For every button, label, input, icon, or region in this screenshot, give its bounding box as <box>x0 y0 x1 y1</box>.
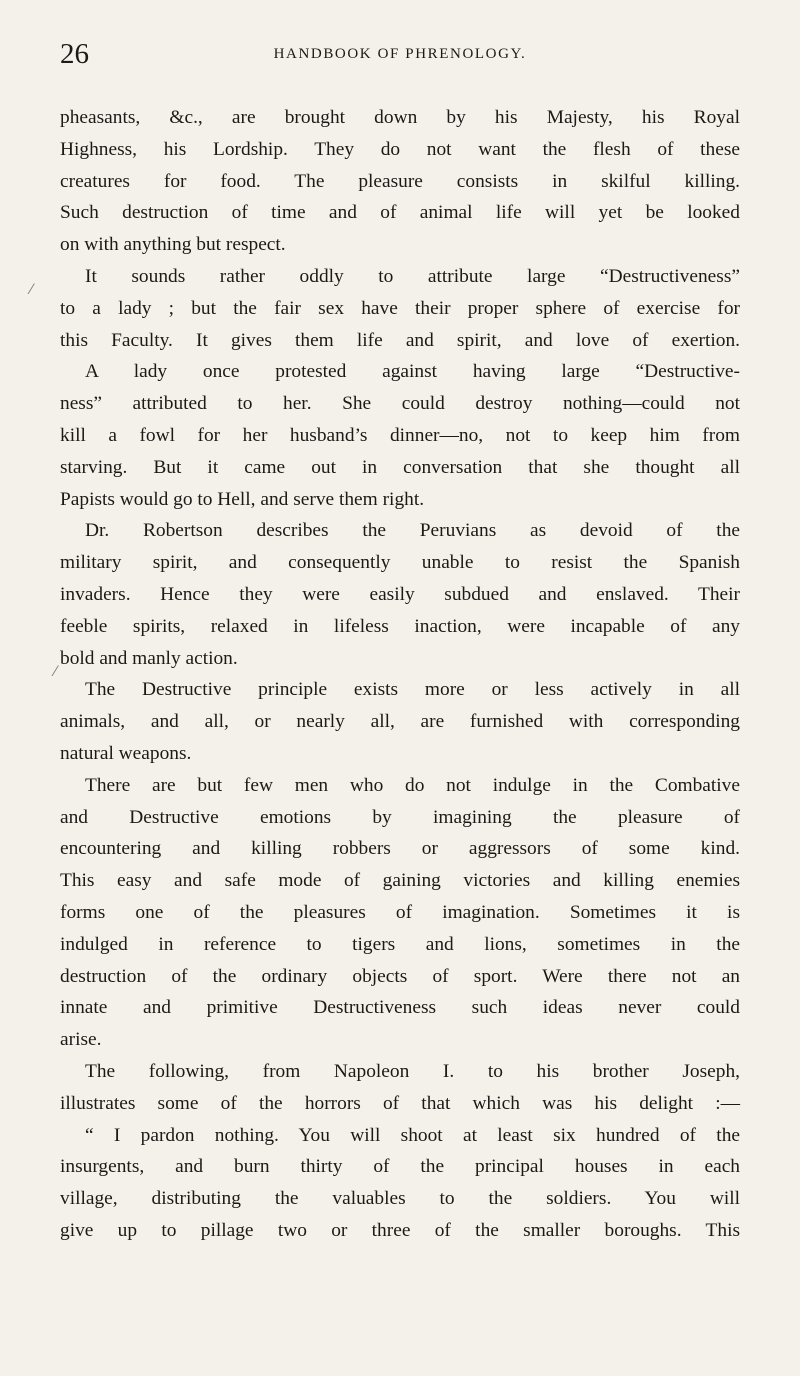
text-line: “ I pardon nothing. You will shoot at least six hundred of the <box>85 1124 740 1146</box>
margin-pencil-mark: ⁄ <box>30 282 33 298</box>
text-line: A lady once protested against having large “Destructive- <box>85 361 740 383</box>
text-line: ness” attributed to her. She could destroy nothing—could not <box>60 393 740 415</box>
text-line: kill a fowl for her husband’s dinner—no, not to keep him from <box>60 424 740 446</box>
margin-pencil-mark: ⁄ <box>54 664 57 680</box>
text-line: Highness, his Lordship. They do not want the flesh of these <box>60 138 740 160</box>
text-line: to a lady ; but the fair sex have their proper sphere of exercise for <box>60 297 740 319</box>
text-line: forms one of the pleasures of imagination. Sometimes it is <box>60 901 740 923</box>
text-line: animals, and all, or nearly all, are furnished with corresponding <box>60 711 740 733</box>
text-line: destruction of the ordinary objects of sport. Were there not an <box>60 965 740 987</box>
text-line: This easy and safe mode of gaining victories and killing enemies <box>60 870 740 892</box>
text-line: innate and primitive Destructiveness such ideas never could <box>60 997 740 1019</box>
text-line: arise. <box>60 1029 102 1051</box>
text-line: bold and manly action. <box>60 647 238 669</box>
page-header <box>60 36 740 72</box>
text-line: It sounds rather oddly to attribute large “Destructiveness” <box>85 265 740 287</box>
text-line: creatures for food. The pleasure consists in skilful killing. <box>60 170 740 192</box>
text-line: Papists would go to Hell, and serve them right. <box>60 488 425 510</box>
text-line: pheasants, &c., are brought down by his Majesty, his Royal <box>60 107 740 128</box>
text-line: military spirit, and consequently unable to resist the Spanish <box>60 552 740 574</box>
text-line: Such destruction of time and of animal life will yet be looked <box>60 202 740 224</box>
text-line: feeble spirits, relaxed in lifeless inaction, were incapable of any <box>60 615 740 637</box>
text-line: illustrates some of the horrors of that which was his delight :— <box>60 1092 740 1114</box>
text-line: natural weapons. <box>60 742 192 764</box>
body-text <box>60 102 740 1247</box>
text-line: on with anything but respect. <box>60 234 286 256</box>
text-line: indulged in reference to tigers and lions, sometimes in the <box>60 933 740 955</box>
text-line: and Destructive emotions by imagining the pleasure of <box>60 806 740 828</box>
running-title: HANDBOOK OF PHRENOLOGY. <box>273 46 527 62</box>
text-line: village, distributing the valuables to the soldiers. You will <box>60 1188 740 1210</box>
text-line: encountering and killing robbers or aggressors of some kind. <box>60 838 740 860</box>
text-line: starving. But it came out in conversation that she thought all <box>60 456 740 478</box>
text-line: Dr. Robertson describes the Peruvians as devoid of the <box>85 520 740 542</box>
text-line: The following, from Napoleon I. to his brother Joseph, <box>85 1060 740 1082</box>
text-line: There are but few men who do not indulge in the Combative <box>85 774 740 796</box>
text-line: this Faculty. It gives them life and spirit, and love of exertion. <box>60 329 740 351</box>
text-line: invaders. Hence they were easily subdued and enslaved. Their <box>60 583 740 605</box>
text-line: insurgents, and burn thirty of the principal houses in each <box>60 1156 740 1178</box>
text-line: The Destructive principle exists more or less actively in all <box>85 679 740 701</box>
page-number: 26 <box>60 38 89 70</box>
text-line: give up to pillage two or three of the smaller boroughs. This <box>60 1219 740 1241</box>
